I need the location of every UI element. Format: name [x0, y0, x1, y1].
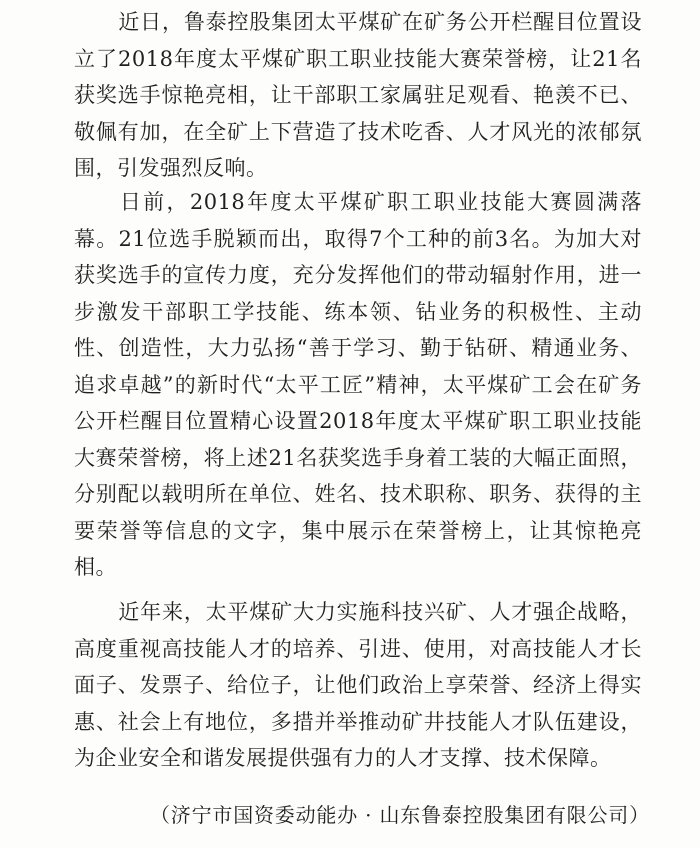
paragraph-2 — [74, 184, 642, 586]
paragraph-1-text: 近日，鲁泰控股集团太平煤矿在矿务公开栏醒目位置设立了2018年度太平煤矿职工职业技能大赛荣誉榜，让21名获奖选手惊艳亮相，让干部职工家属驻足观看、艳羡不已、敬佩有加，在全矿上下营造了技术吃香、人才风光的浓郁氛围，引发强烈反响。 — [74, 10, 642, 180]
paragraph-3-text: 近年来，太平煤矿大力实施科技兴矿、人才强企战略，高度重视高技能人才的培养、引进、使用，对高技能人才长面子、发票子、给位子，让他们政治上享荣誉、经济上得实惠、社会上有地位，多措并举推动矿井技能人才队伍建设，为企业安全和谐发展提供强有力的人才支撑、技术保障。 — [74, 600, 642, 770]
paragraph-1 — [74, 4, 642, 187]
article-source: （济宁市国资委动能办 · 山东鲁泰控股集团有限公司） — [150, 803, 650, 827]
paragraph-3 — [74, 594, 642, 777]
paragraph-2-text: 日前，2018年度太平煤矿职工职业技能大赛圆满落幕。21位选手脱颖而出，取得7个工种的前3名。为加大对获奖选手的宣传力度，充分发挥他们的带动辐射作用，进一步激发干部职工学技能、练本领、钻业务的积极性、主动性、创造性，大力弘扬“善于学习、勤于钻研、精通业务、追求卓越”的新时代“太平工匠”精神，太平煤矿工会在矿务公开栏醒目位置精心设置2018年度太平煤矿职工职业技能大赛荣誉榜，将上述21名获奖选手身着工装的大幅正面照，分别配以载明所在单位、姓名、技术职称、职务、获得的主要荣誉等信息的文字，集中展示在荣誉榜上，让其惊艳亮相。 — [74, 190, 642, 579]
